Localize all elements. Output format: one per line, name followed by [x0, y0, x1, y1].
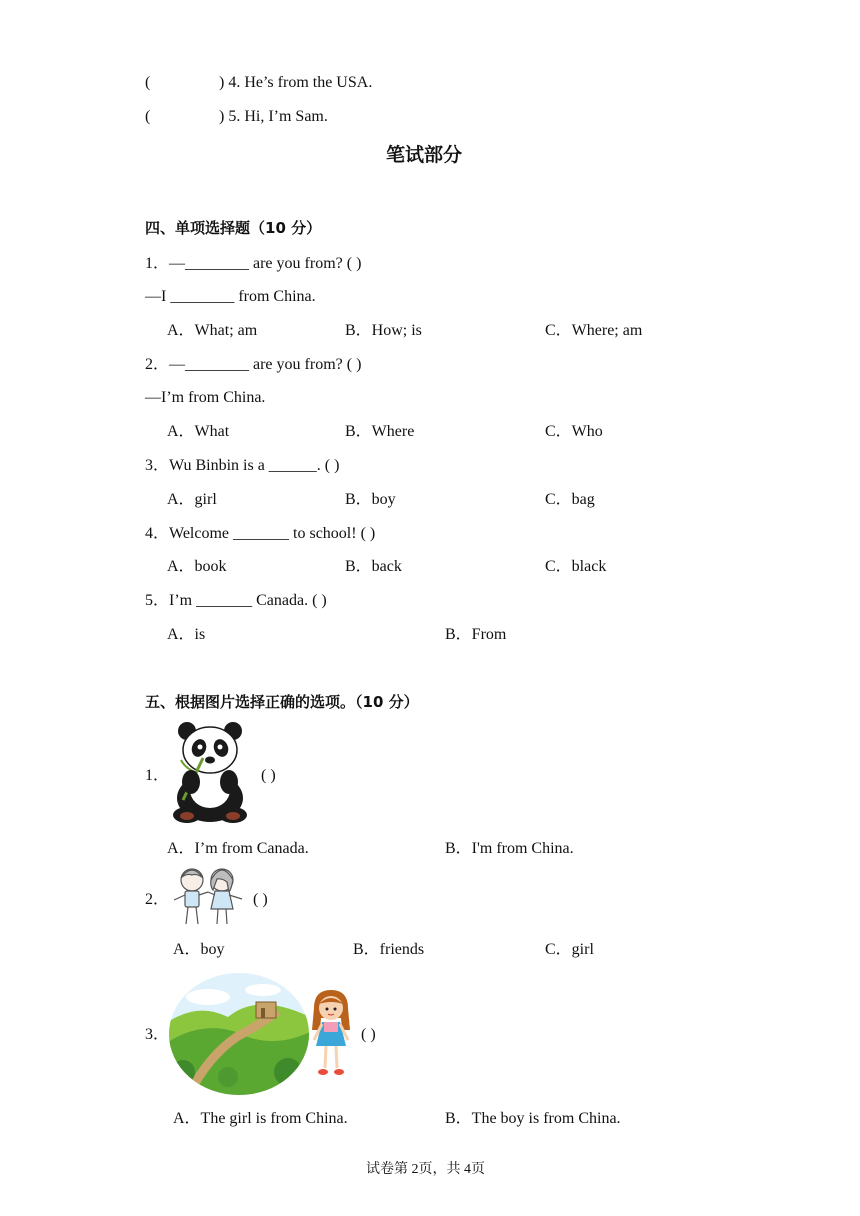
s5-q1-option-b: B．I'm from China. [445, 840, 574, 857]
listening-q4-text: ) 4. He’s from the USA. [219, 74, 373, 91]
s4-q3-option-c: C．bag [545, 491, 595, 508]
s5-q3-number: 3． [145, 1026, 170, 1043]
s4-q2-option-a: A．What [167, 423, 230, 440]
section5-heading: 五、根据图片选择正确的选项。（10 分） [145, 693, 419, 711]
s5-q3-paren: ( ) [361, 1026, 376, 1043]
page-footer: 试卷第 2页，共 4页 [366, 1162, 485, 1177]
listening-q5-paren: ( [145, 108, 151, 125]
s4-q2-line2: —I’m from China. [145, 389, 266, 406]
great-wall-image [168, 972, 310, 1096]
s4-q4-stem: 4．Welcome _______ to school! ( ) [145, 525, 376, 542]
s5-q3-option-b: B．The boy is from China. [445, 1110, 621, 1127]
s4-q4-option-b: B．back [345, 558, 402, 575]
two-children-image [170, 864, 246, 932]
s5-q2-number: 2． [145, 891, 170, 908]
s4-q2-option-c: C．Who [545, 423, 603, 440]
s5-q2-option-c: C．girl [545, 941, 594, 958]
s4-q3-stem: 3．Wu Binbin is a ______. ( ) [145, 457, 340, 474]
s4-q1-stem: 1．—________ are you from? ( ) [145, 255, 362, 272]
written-part-title: 笔试部分 [386, 144, 463, 166]
s4-q2-stem: 2．—________ are you from? ( ) [145, 356, 362, 373]
s4-q1-option-b: B．How; is [345, 322, 422, 339]
s4-q1-option-c: C．Where; am [545, 322, 643, 339]
s4-q1-line2: —I ________ from China. [145, 288, 316, 305]
section4-heading: 四、单项选择题（10 分） [145, 219, 322, 237]
s5-q2-option-b: B．friends [353, 941, 425, 958]
s5-q1-paren: ( ) [261, 767, 276, 784]
s5-q2-paren: ( ) [253, 891, 268, 908]
s4-q3-option-b: B．boy [345, 491, 396, 508]
s4-q3-option-a: A．girl [167, 491, 217, 508]
s5-q1-option-a: A．I’m from Canada. [167, 840, 309, 857]
s5-q1-number: 1． [145, 767, 170, 784]
girl-image [306, 988, 356, 1080]
listening-q5-text: ) 5. Hi, I’m Sam. [219, 108, 328, 125]
s4-q5-option-b: B．From [445, 626, 507, 643]
s4-q5-option-a: A．is [167, 626, 206, 643]
s5-q2-option-a: A．boy [173, 941, 225, 958]
s4-q5-stem: 5．I’m _______ Canada. ( ) [145, 592, 327, 609]
panda-image [165, 720, 255, 825]
s5-q3-option-a: A．The girl is from China. [173, 1110, 348, 1127]
listening-q4-paren: ( [145, 74, 151, 91]
s4-q4-option-c: C．black [545, 558, 607, 575]
s4-q2-option-b: B．Where [345, 423, 415, 440]
s4-q1-option-a: A．What; am [167, 322, 258, 339]
s4-q4-option-a: A．book [167, 558, 227, 575]
